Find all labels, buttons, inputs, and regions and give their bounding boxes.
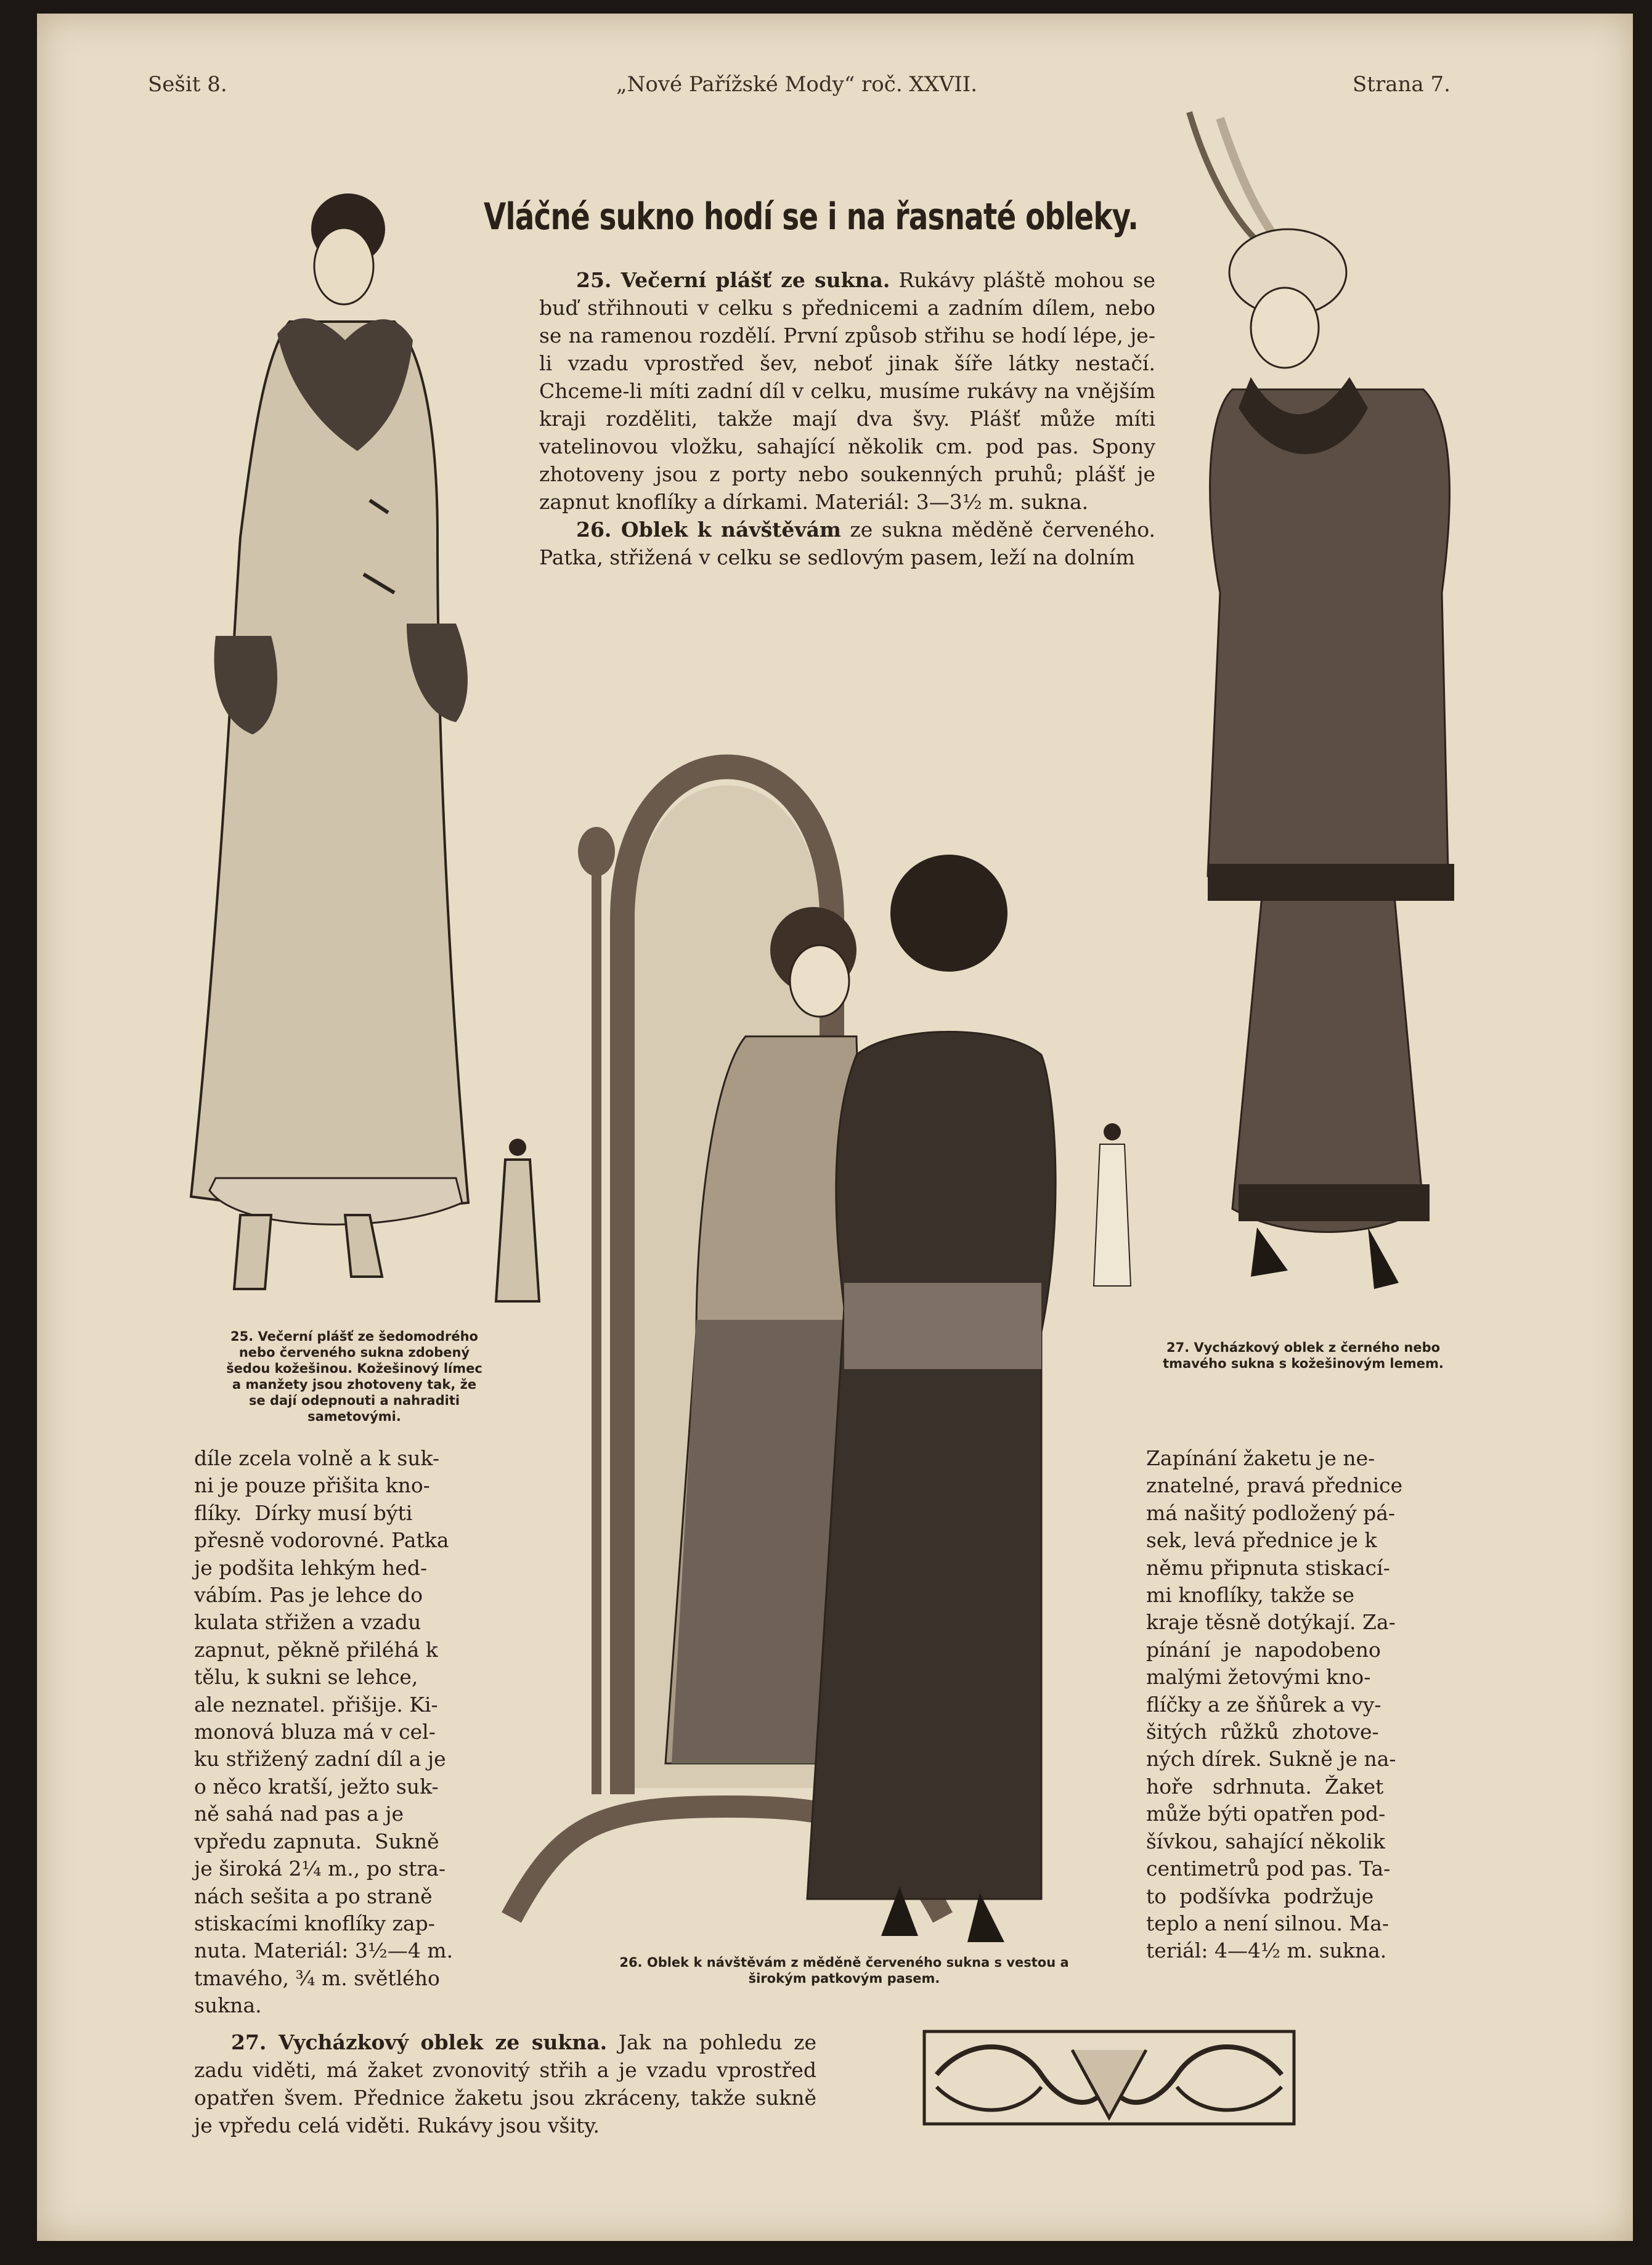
- right-line: teplo a není silnou. Ma-: [1146, 1911, 1390, 1935]
- right-line: flíčky a ze šňůrek a vy-: [1146, 1692, 1381, 1717]
- left-line: stiskacími knoflíky zap-: [194, 1911, 435, 1935]
- left-line: vpředu zapnuta. Sukně: [194, 1829, 439, 1853]
- right-line: kraje těsně dotýkají. Za-: [1146, 1610, 1396, 1635]
- item-25-label: 25. Večerní plášť ze sukna.: [576, 268, 890, 292]
- item-26-text: ze sukna měděně červeného. Patka, střižená v celku se sedlovým pasem, leží na dolním: [539, 518, 1155, 569]
- left-line: flíky. Dírky musí býti: [194, 1500, 413, 1525]
- right-column-text: [1146, 1445, 1402, 1965]
- item-27-paragraph: [194, 2028, 816, 2139]
- left-line: nuta. Materiál: 3½—4 m.: [194, 1938, 454, 1963]
- left-line: ně sahá nad pas a je: [194, 1802, 404, 1826]
- right-line: pínání je napodobeno: [1146, 1637, 1381, 1662]
- right-line: ných dírek. Sukně je na-: [1146, 1747, 1396, 1771]
- illustration-mirror-scene: [511, 654, 1158, 1942]
- caption-fig-26: 26. Oblek k návštěvám z měděně červeného sukna s vestou a širokým patkovým pasem.: [619, 1955, 1069, 1986]
- left-line: ni je pouze přišita kno-: [194, 1473, 430, 1498]
- right-line: malými žetovými kno-: [1146, 1665, 1371, 1690]
- right-line: Zapínání žaketu je ne-: [1146, 1446, 1375, 1470]
- item-27-text: Jak na pohledu ze zadu viděti, má žaket zvonovitý střih a je vzadu vprostřed opatřen švem. Přednice žaketu jsou zkráceny, takže sukně je vpředu celá viděti. Rukávy jsou všity.: [194, 2030, 816, 2137]
- right-line: mi knoflíky, takže se: [1146, 1583, 1355, 1608]
- caption-fig-27: 27. Vycházkový oblek z černého nebo tmavého sukna s kožešinovým lemem.: [1163, 1340, 1444, 1371]
- left-line: je široká 2¼ m., po stra-: [194, 1856, 446, 1881]
- right-line: má našitý podložený pá-: [1146, 1500, 1396, 1525]
- article-intro: [539, 266, 1155, 571]
- left-line: tělu, k sukni se lehce,: [194, 1665, 418, 1690]
- left-line: je podšita lehkým hed-: [194, 1555, 428, 1580]
- left-line: zapnut, pěkně přiléhá k: [194, 1637, 438, 1662]
- header-issue: Sešit 8.: [148, 72, 227, 97]
- right-line: šívkou, sahající několik: [1146, 1829, 1385, 1853]
- item-27-label: 27. Vycházkový oblek ze sukna.: [231, 2030, 608, 2054]
- caption-fig-25: 25. Večerní plášť ze šedomodrého nebo červeného sukna zdobený šedou kožešinou. Kožešinový límec a manžety jsou zhotoveny tak, že se dají odepnouti a nahraditi sametovými.: [226, 1329, 482, 1424]
- illustration-evening-coat: [148, 192, 518, 1332]
- item-26-label: 26. Oblek k návštěvám: [576, 518, 841, 542]
- left-line: vábím. Pas je lehce do: [194, 1583, 423, 1608]
- right-line: šitých růžků zhotove-: [1146, 1720, 1379, 1744]
- right-line: centimetrů pod pas. Ta-: [1146, 1856, 1391, 1881]
- left-column-text: [194, 1445, 453, 2020]
- right-line: sek, levá přednice je k: [1146, 1528, 1377, 1553]
- left-line: přesně vodorovné. Patka: [194, 1528, 449, 1553]
- magazine-page: [37, 14, 1633, 2241]
- illustration-walking-suit: [1165, 100, 1510, 1320]
- left-line: o něco kratší, ježto suk-: [194, 1774, 439, 1799]
- left-line: ale neznatel. přišije. Ki-: [194, 1692, 438, 1717]
- left-line: sukna.: [194, 1993, 262, 2018]
- left-line: monová bluza má v cel-: [194, 1720, 436, 1744]
- right-line: hoře sdrhnuta. Žaket: [1146, 1774, 1384, 1799]
- right-line: teriál: 4—4½ m. sukna.: [1146, 1938, 1387, 1963]
- left-line: díle zcela volně a k suk-: [194, 1446, 440, 1470]
- left-line: kulata střižen a vzadu: [194, 1610, 421, 1635]
- left-line: nách sešita a po straně: [194, 1884, 433, 1908]
- item-25-text: Rukávy pláště mohou se buď střihnouti v celku s přednicemi a zadním dílem, nebo se na ramenou rozdělí. První způsob střihu se hodí lépe, je-li vzadu vprostřed šev, neboť jinak šíře látky nestačí. Chceme-li míti zadní díl v celku, musíme rukávy na vnějším kraji rozděliti, takže mají dva švy. Plášť může míti vatelinovou vložku, sahající několik cm. pod pas. Spony zhotoveny jsou z porty nebo soukenných pruhů; plášť je zapnut knoflíky a dírkami. Materiál: 3—3½ m. sukna.: [539, 268, 1155, 514]
- left-line: tmavého, ¾ m. světlého: [194, 1966, 440, 1990]
- left-line: ku střižený zadní díl a je: [194, 1747, 446, 1771]
- suit-back-view-thumbnail: [1084, 1120, 1140, 1298]
- right-line: znatelné, pravá přednice: [1146, 1473, 1403, 1498]
- right-line: to podšívka podržuje: [1146, 1884, 1374, 1908]
- decorative-ornament: [918, 2025, 1300, 2130]
- header-page-number: Strana 7.: [1353, 72, 1451, 97]
- header-magazine-title: „Nové Pařížské Mody“ roč. XXVII.: [616, 72, 978, 97]
- article-title: Vláčné sukno hodí se i na řasnaté obleky.: [484, 195, 1139, 238]
- right-line: němu připnuta stiskací-: [1146, 1555, 1390, 1580]
- right-line: může býti opatřen pod-: [1146, 1802, 1386, 1826]
